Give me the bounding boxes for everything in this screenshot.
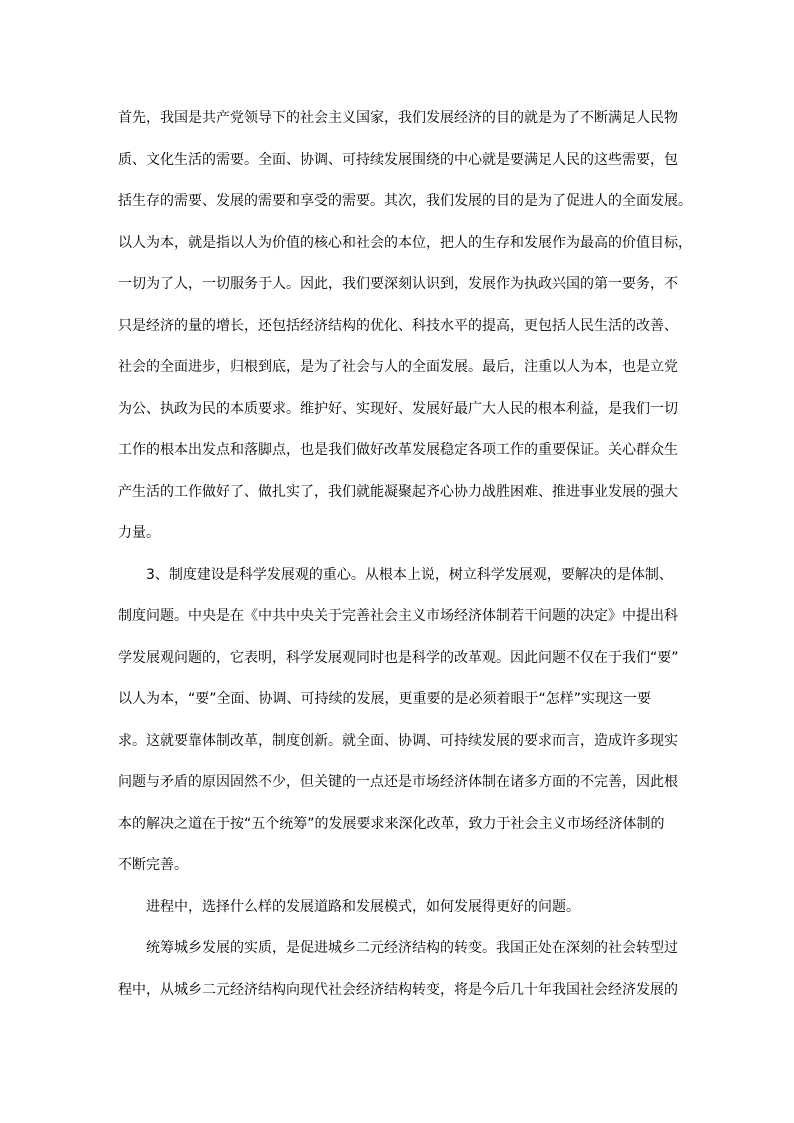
text-line: 不断完善。 bbox=[118, 857, 188, 873]
text-line: 工作的根本出发点和落脚点，也是我们做好改革发展稳定各项工作的重要保证。关心群众生 bbox=[118, 442, 678, 458]
text-line: 程中，从城乡二元经济结构向现代社会经济结构转变，将是今后几十年我国社会经济发展的 bbox=[118, 982, 678, 998]
text-line: 制度问题。中央是在《中共中央关于完善社会主义市场经济体制若干问题的决定》中提出科 bbox=[118, 608, 678, 624]
text-line: 质、文化生活的需要。全面、协调、可持续发展围绕的中心就是要满足人民的这些需要，包 bbox=[118, 152, 678, 168]
text-line: 只是经济的量的增长，还包括经济结构的优化、科技水平的提高，更包括人民生活的改善、 bbox=[118, 318, 678, 334]
text-line: 本的解决之道在于按“五个统筹”的发展要求来深化改革，致力于社会主义市场经济体制的 bbox=[118, 816, 665, 832]
text-line: 进程中，选择什么样的发展道路和发展模式，如何发展得更好的问题。 bbox=[146, 899, 580, 915]
text-line: 学发展观问题的，它表明，科学发展观同时也是科学的改革观。因此问题不仅在于我们“要” bbox=[118, 650, 679, 666]
text-line: 以人为本，“要”全面、协调、可持续的发展，更重要的是必须着眼于“怎样”实现这一要 bbox=[118, 691, 652, 707]
text-line: 社会的全面进步，归根到底，是为了社会与人的全面发展。最后，注重以人为本，也是立党 bbox=[118, 359, 678, 375]
text-line: 求。这就要靠体制改革，制度创新。就全面、协调、可持续发展的要求而言，造成许多现实 bbox=[118, 733, 678, 749]
text-line: 问题与矛盾的原因固然不少，但关键的一点还是市场经济体制在诸多方面的不完善，因此根 bbox=[118, 774, 678, 790]
text-line: 统筹城乡发展的实质，是促进城乡二元经济结构的转变。我国正处在深刻的社会转型过 bbox=[146, 940, 678, 956]
text-line: 产生活的工作做好了、做扎实了，我们就能凝聚起齐心协力战胜困难、推进事业发展的强大 bbox=[118, 484, 678, 500]
text-line: 以人为本，就是指以人为价值的核心和社会的本位，把人的生存和发展作为最高的价值目标， bbox=[118, 235, 692, 251]
text-line: 首先，我国是共产党领导下的社会主义国家，我们发展经济的目的就是为了不断满足人民物 bbox=[118, 110, 678, 126]
text-line: 为公、执政为民的本质要求。维护好、实现好、发展好最广大人民的根本利益，是我们一切 bbox=[118, 401, 678, 417]
text-line: 一切为了人，一切服务于人。因此，我们要深刻认识到，发展作为执政兴国的第一要务，不 bbox=[118, 276, 678, 292]
text-line: 括生存的需要、发展的需要和享受的需要。其次，我们发展的目的是为了促进人的全面发展。 bbox=[118, 193, 692, 209]
text-line: 3、制度建设是科学发展观的重心。从根本上说，树立科学发展观，要解决的是体制、 bbox=[146, 567, 673, 583]
text-line: 力量。 bbox=[118, 525, 160, 541]
